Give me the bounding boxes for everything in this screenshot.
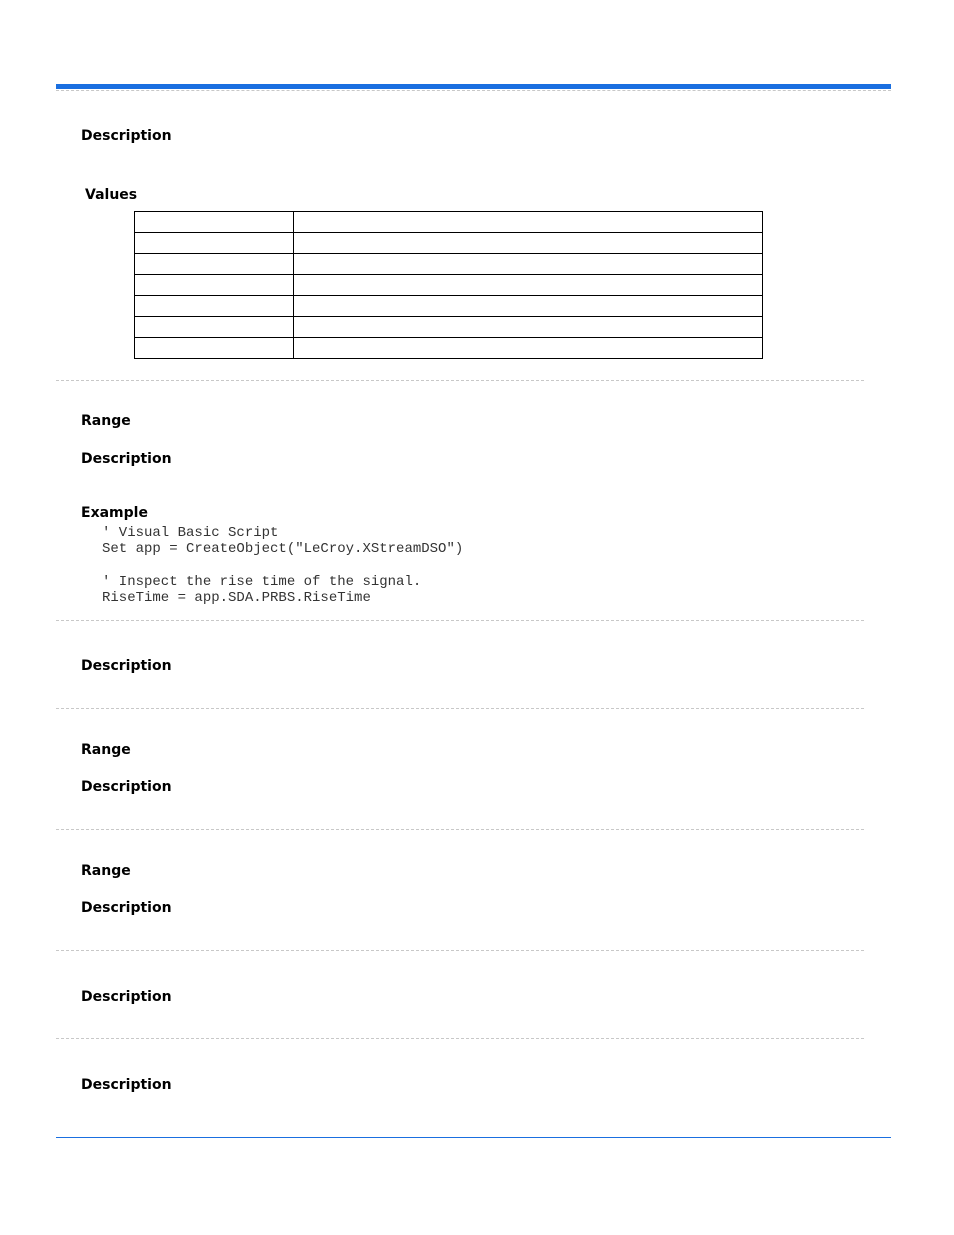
example-heading: Example (81, 505, 148, 521)
table-cell (294, 275, 763, 296)
description-heading: Description (81, 128, 172, 144)
values-heading: Values (85, 187, 138, 203)
table-cell (135, 317, 294, 338)
example-code: ' Visual Basic Script Set app = CreateObject("LeCroy.XStreamDSO") ' Inspect the rise time of the signal. RiseTime = app.SDA.PRBS.RiseTime (102, 525, 464, 607)
table-cell (294, 212, 763, 233)
table-cell (294, 296, 763, 317)
table-cell (294, 317, 763, 338)
table-cell (294, 338, 763, 359)
section-divider (56, 1038, 864, 1039)
description-heading: Description (81, 451, 172, 467)
section-divider (56, 380, 864, 381)
table-cell (135, 338, 294, 359)
description-heading: Description (81, 779, 172, 795)
section-divider (56, 950, 864, 951)
description-heading: Description (81, 989, 172, 1005)
table-cell (135, 254, 294, 275)
description-heading: Description (81, 1077, 172, 1093)
range-heading: Range (81, 413, 131, 429)
table-row (135, 296, 763, 317)
table-row (135, 338, 763, 359)
table-cell (294, 233, 763, 254)
table-row (135, 254, 763, 275)
values-table (134, 211, 763, 359)
description-heading: Description (81, 658, 172, 674)
table-row (135, 212, 763, 233)
footer-rule (56, 1137, 891, 1138)
table-cell (135, 233, 294, 254)
table-cell (135, 212, 294, 233)
header-divider (56, 90, 891, 91)
header-rule (56, 84, 891, 89)
section-divider (56, 829, 864, 830)
table-row (135, 317, 763, 338)
table-cell (135, 275, 294, 296)
range-heading: Range (81, 863, 131, 879)
table-row (135, 233, 763, 254)
table-row (135, 275, 763, 296)
range-heading: Range (81, 742, 131, 758)
description-heading: Description (81, 900, 172, 916)
table-cell (135, 296, 294, 317)
table-cell (294, 254, 763, 275)
section-divider (56, 708, 864, 709)
section-divider (56, 620, 864, 621)
